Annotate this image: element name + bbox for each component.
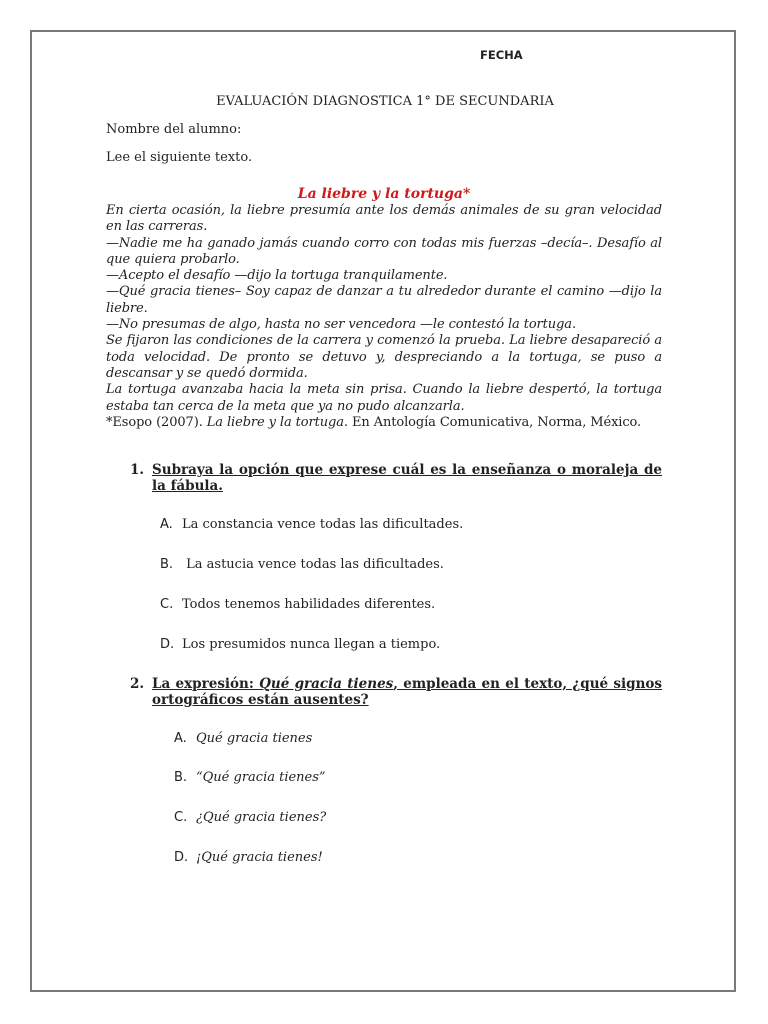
question-text-before: La expresión: [152,676,260,692]
question-text: Subraya la opción que exprese cuál es la enseñanza o moraleja de la fábula. [152,462,662,494]
option-text: ¿Qué gracia tienes? [196,810,327,825]
option-letter: C. [174,810,188,825]
credit-prefix: *Esopo (2007). [106,414,207,430]
option-letter: B. [174,770,188,785]
question-text-italic: Qué gracia tienes [259,676,394,692]
question-number: 1. [130,462,145,478]
option-text: Qué gracia tienes [196,731,313,746]
q2-option-b[interactable] [174,770,326,785]
q2-option-a[interactable] [174,731,312,746]
story-paragraph: —Acepto el desafío —dijo la tortuga tranquilamente. [106,268,448,284]
credit-title: La liebre y la tortuga [206,414,344,430]
option-text: Todos tenemos habilidades diferentes. [182,597,436,612]
question-text-after: , empleada en el texto, ¿qué signos ortográficos están ausentes? [152,676,663,708]
story-title: La liebre y la tortuga* [297,186,471,202]
option-letter: D. [160,637,175,652]
option-letter: D. [174,850,189,865]
option-text: La constancia vence todas las dificultades. [182,517,464,532]
document-page [30,30,736,992]
option-text: La astucia vence todas las dificultades. [182,557,444,572]
question-2 [130,676,662,708]
story-paragraph: La tortuga avanzaba hacia la meta sin prisa. Cuando la liebre despertó, la tortuga estaba tan cerca de la meta que ya no pudo alcanzarla. [106,382,662,414]
story-paragraph: En cierta ocasión, la liebre presumía ante los demás animales de su gran velocidad en las carreras. [106,203,662,235]
instruction-text: Lee el siguiente texto. [106,150,253,165]
question-1 [130,462,662,494]
option-text: “Qué gracia tienes” [196,770,326,785]
q1-option-d[interactable] [160,637,440,652]
credit-suffix: . En Antología Comunicativa, Norma, México. [343,414,642,430]
story-block [106,185,662,431]
story-paragraph: —No presumas de algo, hasta no ser vencedora —le contestó la tortuga. [106,317,576,333]
story-paragraph: Se fijaron las condiciones de la carrera y comenzó la prueba. La liebre desapareció a toda velocidad. De pronto se detuvo y, despreciando a la tortuga, se puso a descansar y se quedó dormida. [106,333,662,381]
q1-option-b[interactable] [160,557,444,572]
story-paragraph: —Nadie me ha ganado jamás cuando corro con todas mis fuerzas –decía–. Desafío al que quiera probarlo. [106,235,662,267]
option-letter: C. [160,597,174,612]
option-letter: A. [174,731,187,746]
q2-option-d[interactable] [174,850,323,865]
story-credit [106,415,662,431]
page-title: EVALUACIÓN DIAGNOSTICA 1° DE SECUNDARIA [216,94,554,109]
option-text: ¡Qué gracia tienes! [196,850,323,865]
option-letter: A. [160,517,173,532]
date-label: FECHA [480,48,523,62]
q1-option-a[interactable] [160,517,463,532]
q1-option-c[interactable] [160,597,435,612]
question-number: 2. [130,676,145,692]
option-letter: B. [160,557,174,572]
option-text: Los presumidos nunca llegan a tiempo. [182,637,441,652]
story-paragraph: —Qué gracia tienes– Soy capaz de danzar a tu alrededor durante el camino —dijo la liebre. [106,284,662,316]
question-text [152,676,662,708]
student-name-label: Nombre del alumno: [106,122,242,137]
q2-option-c[interactable] [174,810,326,825]
